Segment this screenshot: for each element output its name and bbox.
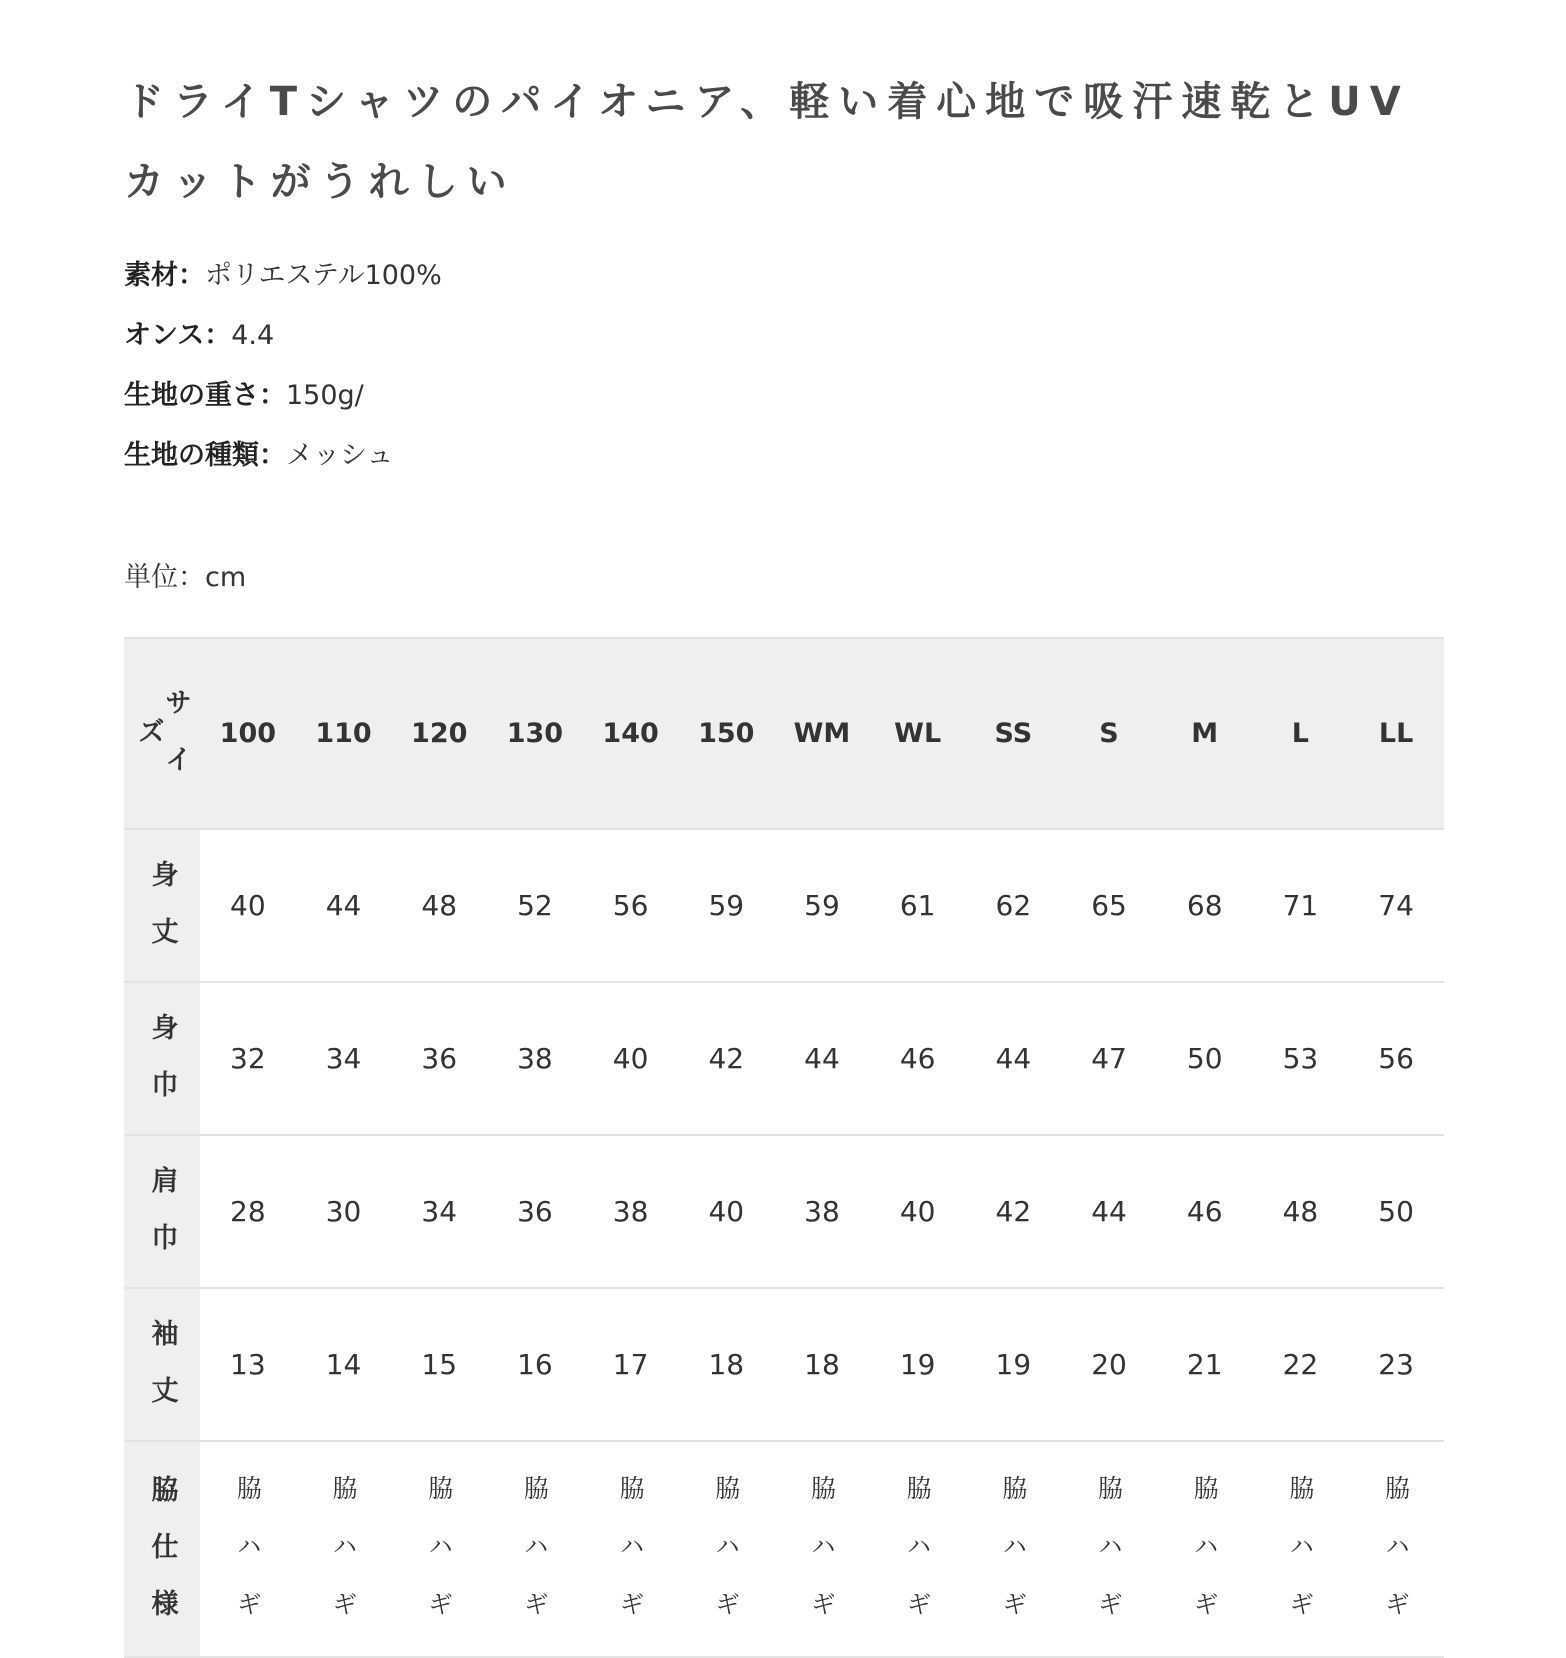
table-cell: 脇ハギ (233, 1475, 263, 1649)
table-cell: 71 (1282, 889, 1319, 922)
table-cell: 38 (517, 1042, 553, 1075)
table-cell: 18 (708, 1348, 745, 1381)
size-header-cell: WL (894, 718, 942, 749)
spec-value: ポリエステル100% (205, 260, 442, 291)
spec-value: メッシュ (286, 440, 394, 471)
table-row-body-length (124, 829, 1444, 982)
table-cell: 74 (1378, 889, 1414, 922)
size-header-label: サイズ (133, 688, 191, 802)
table-cell: 18 (804, 1348, 840, 1381)
table-cell: 50 (1378, 1195, 1414, 1228)
table-cell: 脇ハギ (807, 1475, 837, 1649)
table-cell: 40 (708, 1195, 745, 1228)
spec-fabric-type (124, 436, 393, 476)
table-cell: 46 (899, 1042, 936, 1075)
table-cell: 脇ハギ (1381, 1475, 1411, 1649)
table-cell: 32 (230, 1042, 266, 1075)
unit-label: 単位：cm (124, 562, 247, 593)
table-cell: 42 (708, 1042, 745, 1075)
table-cell: 53 (1282, 1042, 1319, 1075)
table-cell: 脇ハギ (711, 1475, 741, 1649)
table-cell: 30 (325, 1195, 362, 1228)
table-cell: 21 (1186, 1348, 1223, 1381)
row-label: 肩巾 (124, 1135, 200, 1288)
size-header-cell: 110 (315, 718, 372, 749)
table-cell: 脇ハギ (1190, 1475, 1220, 1649)
row-label: 身巾 (124, 982, 200, 1135)
size-header-row (124, 638, 1444, 829)
size-header-cell: LL (1378, 718, 1414, 749)
table-cell: 44 (1091, 1195, 1127, 1228)
table-cell: 42 (995, 1195, 1032, 1228)
table-cell: 61 (899, 889, 936, 922)
table-cell: 50 (1186, 1042, 1223, 1075)
table-cell: 40 (899, 1195, 936, 1228)
size-header-cell: 150 (698, 718, 755, 749)
table-row-sleeve-length (124, 1288, 1444, 1441)
spec-ounce (124, 316, 274, 356)
table-cell: 68 (1186, 889, 1223, 922)
table-cell: 38 (804, 1195, 840, 1228)
table-cell: 14 (325, 1348, 362, 1381)
table-cell: 44 (995, 1042, 1032, 1075)
table-cell: 34 (421, 1195, 458, 1228)
size-header-cell: L (1291, 718, 1310, 749)
table-cell: 脇ハギ (903, 1475, 933, 1649)
table-cell: 62 (995, 889, 1032, 922)
size-header-cell: SS (994, 718, 1033, 749)
size-header-cell: M (1191, 718, 1219, 749)
spec-fabric-weight (124, 376, 364, 416)
table-cell: 22 (1282, 1348, 1319, 1381)
table-cell: 44 (325, 889, 362, 922)
table-cell: 38 (612, 1195, 649, 1228)
row-label: 身丈 (124, 829, 200, 982)
table-cell: 56 (1378, 1042, 1414, 1075)
table-cell: 46 (1186, 1195, 1223, 1228)
row-label: 脇仕様 (124, 1441, 200, 1657)
row-label: 袖丈 (124, 1288, 200, 1441)
table-cell: 20 (1091, 1348, 1127, 1381)
table-cell: 23 (1378, 1348, 1414, 1381)
table-cell: 脇ハギ (424, 1475, 454, 1649)
spec-value: 4.4 (231, 320, 275, 351)
table-cell: 19 (995, 1348, 1032, 1381)
table-cell: 28 (230, 1195, 266, 1228)
table-cell: 52 (517, 889, 553, 922)
table-cell: 脇ハギ (520, 1475, 550, 1649)
spec-label: オンス： (124, 320, 232, 351)
size-header-cell: 120 (411, 718, 468, 749)
spec-label: 生地の重さ： (124, 380, 286, 411)
size-header-cell: 130 (506, 718, 564, 749)
table-row-side-seam (124, 1441, 1444, 1657)
table-cell: 40 (230, 889, 266, 922)
page-title: ドライTシャツのパイオニア、軽い着心地で吸汗速乾とUVカットがうれしい (124, 79, 1410, 205)
table-cell: 44 (804, 1042, 840, 1075)
table-cell: 59 (708, 889, 745, 922)
table-row-shoulder-width (124, 1135, 1444, 1288)
size-table (124, 637, 1444, 1658)
size-header-cell: 100 (219, 718, 277, 749)
table-cell: 34 (325, 1042, 362, 1075)
table-cell: 脇ハギ (998, 1475, 1028, 1649)
table-cell: 脇ハギ (329, 1475, 359, 1649)
table-cell: 16 (517, 1348, 553, 1381)
table-cell: 59 (804, 889, 840, 922)
spec-label: 素材： (124, 260, 205, 291)
size-header-cell: WM (793, 718, 851, 749)
table-cell: 48 (421, 889, 458, 922)
table-cell: 13 (230, 1348, 266, 1381)
table-cell: 48 (1282, 1195, 1319, 1228)
table-cell: 脇ハギ (616, 1475, 646, 1649)
table-cell: 36 (517, 1195, 553, 1228)
table-cell: 17 (612, 1348, 649, 1381)
table-cell: 脇ハギ (1285, 1475, 1315, 1649)
table-cell: 15 (421, 1348, 458, 1381)
table-cell: 40 (612, 1042, 649, 1075)
table-cell: 56 (612, 889, 649, 922)
size-header-cell: S (1099, 718, 1119, 749)
spec-material (124, 256, 442, 296)
table-cell: 36 (421, 1042, 458, 1075)
table-cell: 47 (1091, 1042, 1127, 1075)
table-cell: 19 (899, 1348, 936, 1381)
table-cell: 65 (1091, 889, 1127, 922)
spec-label: 生地の種類： (124, 440, 286, 471)
size-header-cell: 140 (602, 718, 659, 749)
table-cell: 脇ハギ (1094, 1475, 1124, 1649)
spec-value: 150g/ (286, 380, 364, 411)
table-row-body-width (124, 982, 1444, 1135)
